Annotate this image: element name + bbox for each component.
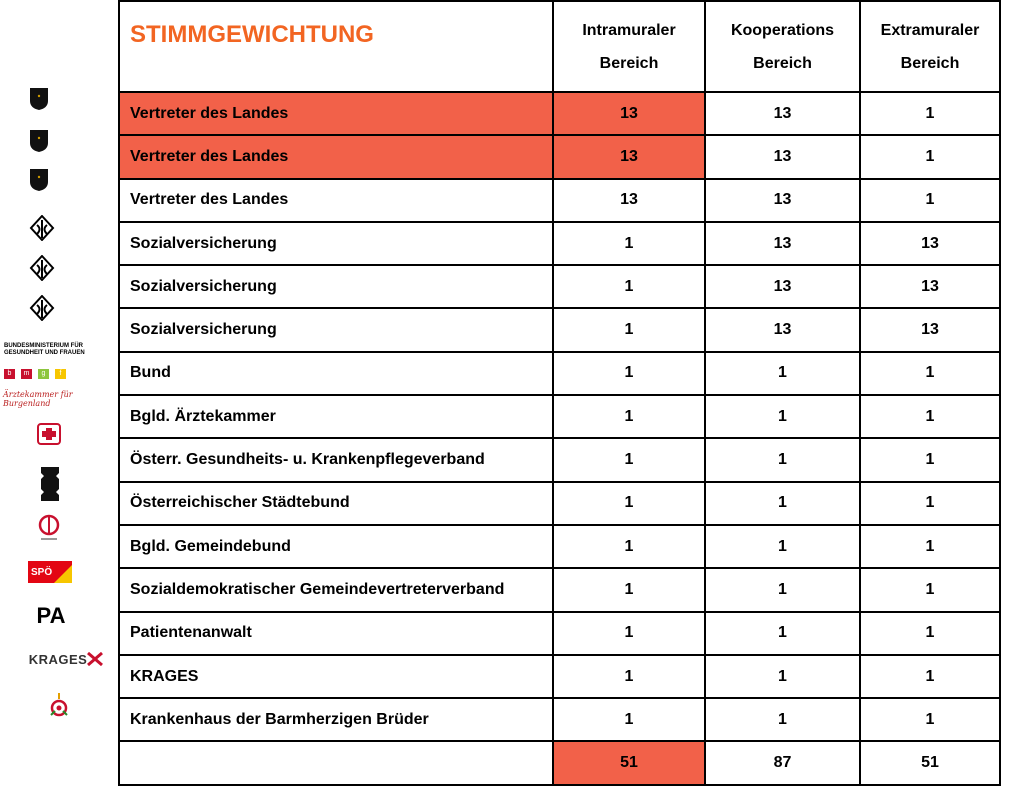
cell-intramural: 1 xyxy=(553,568,705,611)
cell-kooperation: 1 xyxy=(705,352,860,395)
row-label: Bgld. Gemeindebund xyxy=(119,525,553,568)
staedtebund-logo-icon xyxy=(38,464,62,504)
row-label: Vertreter des Landes xyxy=(119,92,553,135)
spoe-logo xyxy=(28,561,72,583)
cell-intramural: 1 xyxy=(553,438,705,481)
row-label: Sozialdemokratischer Gemeindevertreterverband xyxy=(119,568,553,611)
table-row xyxy=(119,438,1000,481)
table-row xyxy=(119,135,1000,178)
page-title: STIMMGEWICHTUNG xyxy=(119,1,553,92)
cell-extramural: 1 xyxy=(860,92,1000,135)
burgenland-shield-icon xyxy=(28,128,50,154)
cell-kooperation: 13 xyxy=(705,179,860,222)
column-header-extramural xyxy=(860,1,1000,92)
table-row xyxy=(119,308,1000,351)
stimmgewichtung-table xyxy=(118,0,1001,786)
cell-extramural: 1 xyxy=(860,568,1000,611)
cell-intramural: 1 xyxy=(553,265,705,308)
cell-extramural: 1 xyxy=(860,395,1000,438)
row-label: Vertreter des Landes xyxy=(119,179,553,222)
bmgf-line1: BUNDESMINISTERIUM FÜR xyxy=(4,343,83,349)
cell-extramural: 13 xyxy=(860,308,1000,351)
bmgf-letter: f xyxy=(55,369,66,379)
cell-kooperation: 1 xyxy=(705,698,860,741)
krages-x-icon xyxy=(87,652,103,666)
row-label: Krankenhaus der Barmherzigen Brüder xyxy=(119,698,553,741)
red-cross-logo-icon xyxy=(36,422,62,446)
cell-extramural: 1 xyxy=(860,179,1000,222)
cell-extramural: 1 xyxy=(860,612,1000,655)
row-label: Sozialversicherung xyxy=(119,222,553,265)
cell-intramural: 1 xyxy=(553,222,705,265)
bmgf-logo xyxy=(4,343,114,380)
totals-row xyxy=(119,741,1000,784)
krages-logo xyxy=(18,648,114,670)
spoe-text: SPÖ xyxy=(31,567,53,578)
cell-kooperation: 13 xyxy=(705,135,860,178)
row-label: Österr. Gesundheits- u. Krankenpflegeverband xyxy=(119,438,553,481)
burgenland-shield-icon xyxy=(28,86,50,112)
column-header-kooperation xyxy=(705,1,860,92)
column-header-line: Bereich xyxy=(599,54,659,72)
cell-intramural: 1 xyxy=(553,482,705,525)
row-label: Sozialversicherung xyxy=(119,308,553,351)
table-row xyxy=(119,265,1000,308)
barmherzige-brueder-logo-icon xyxy=(46,690,72,720)
cell-extramural: 1 xyxy=(860,525,1000,568)
cell-kooperation: 13 xyxy=(705,92,860,135)
cell-extramural: 13 xyxy=(860,265,1000,308)
cell-kooperation: 1 xyxy=(705,612,860,655)
table-row xyxy=(119,482,1000,525)
cell-intramural: 1 xyxy=(553,655,705,698)
cell-extramural: 1 xyxy=(860,698,1000,741)
table-row xyxy=(119,222,1000,265)
table-row xyxy=(119,525,1000,568)
column-header-line: Extramuraler xyxy=(880,21,980,39)
column-header-intramural xyxy=(553,1,705,92)
gemeindebund-logo-icon xyxy=(36,513,62,543)
sozialversicherung-logo-icon xyxy=(28,254,56,282)
total-kooperation: 87 xyxy=(705,741,860,784)
pa-label: PA xyxy=(36,603,66,628)
table-row xyxy=(119,179,1000,222)
cell-extramural: 1 xyxy=(860,352,1000,395)
cell-kooperation: 1 xyxy=(705,655,860,698)
row-label: Bgld. Ärztekammer xyxy=(119,395,553,438)
bmgf-line2: GESUNDHEIT UND FRAUEN xyxy=(4,350,85,356)
aerztekammer-logo: Ärztekammer für Burgenland xyxy=(3,390,73,408)
column-header-line: Kooperations xyxy=(730,21,835,39)
cell-extramural: 13 xyxy=(860,222,1000,265)
bmgf-letter: b xyxy=(4,369,15,379)
cell-kooperation: 1 xyxy=(705,395,860,438)
row-label: Vertreter des Landes xyxy=(119,135,553,178)
row-label: Bund xyxy=(119,352,553,395)
cell-kooperation: 13 xyxy=(705,222,860,265)
cell-intramural: 13 xyxy=(553,135,705,178)
cell-extramural: 1 xyxy=(860,135,1000,178)
column-header-line: Intramuraler xyxy=(582,21,676,39)
cell-intramural: 1 xyxy=(553,698,705,741)
cell-intramural: 1 xyxy=(553,612,705,655)
total-intramural: 51 xyxy=(553,741,705,784)
logo-column xyxy=(0,0,118,768)
table-row xyxy=(119,612,1000,655)
cell-intramural: 1 xyxy=(553,395,705,438)
row-label: Patientenanwalt xyxy=(119,612,553,655)
table-row xyxy=(119,352,1000,395)
cell-kooperation: 13 xyxy=(705,265,860,308)
cell-extramural: 1 xyxy=(860,655,1000,698)
totals-label xyxy=(119,741,553,784)
cell-kooperation: 1 xyxy=(705,438,860,481)
total-extramural: 51 xyxy=(860,741,1000,784)
cell-kooperation: 1 xyxy=(705,568,860,611)
table-row xyxy=(119,655,1000,698)
cell-kooperation: 1 xyxy=(705,525,860,568)
krages-text: KRAGES xyxy=(28,651,88,667)
cell-intramural: 13 xyxy=(553,92,705,135)
cell-intramural: 1 xyxy=(553,352,705,395)
sozialversicherung-logo-icon xyxy=(28,214,56,242)
burgenland-shield-icon xyxy=(28,167,50,193)
row-label: KRAGES xyxy=(119,655,553,698)
cell-extramural: 1 xyxy=(860,482,1000,525)
table-row xyxy=(119,395,1000,438)
table-row xyxy=(119,568,1000,611)
cell-intramural: 1 xyxy=(553,308,705,351)
cell-extramural: 1 xyxy=(860,438,1000,481)
cell-kooperation: 1 xyxy=(705,482,860,525)
table-header-row xyxy=(119,1,1000,92)
cell-kooperation: 13 xyxy=(705,308,860,351)
cell-intramural: 1 xyxy=(553,525,705,568)
bmgf-letter: g xyxy=(38,369,49,379)
column-header-line: Bereich xyxy=(753,54,812,72)
table-row xyxy=(119,698,1000,741)
table-row xyxy=(119,92,1000,135)
row-label: Österreichischer Städtebund xyxy=(119,482,553,525)
bmgf-letter: m xyxy=(21,369,32,379)
column-header-line: Bereich xyxy=(900,54,960,72)
cell-intramural: 13 xyxy=(553,179,705,222)
row-label: Sozialversicherung xyxy=(119,265,553,308)
sozialversicherung-logo-icon xyxy=(28,294,56,322)
